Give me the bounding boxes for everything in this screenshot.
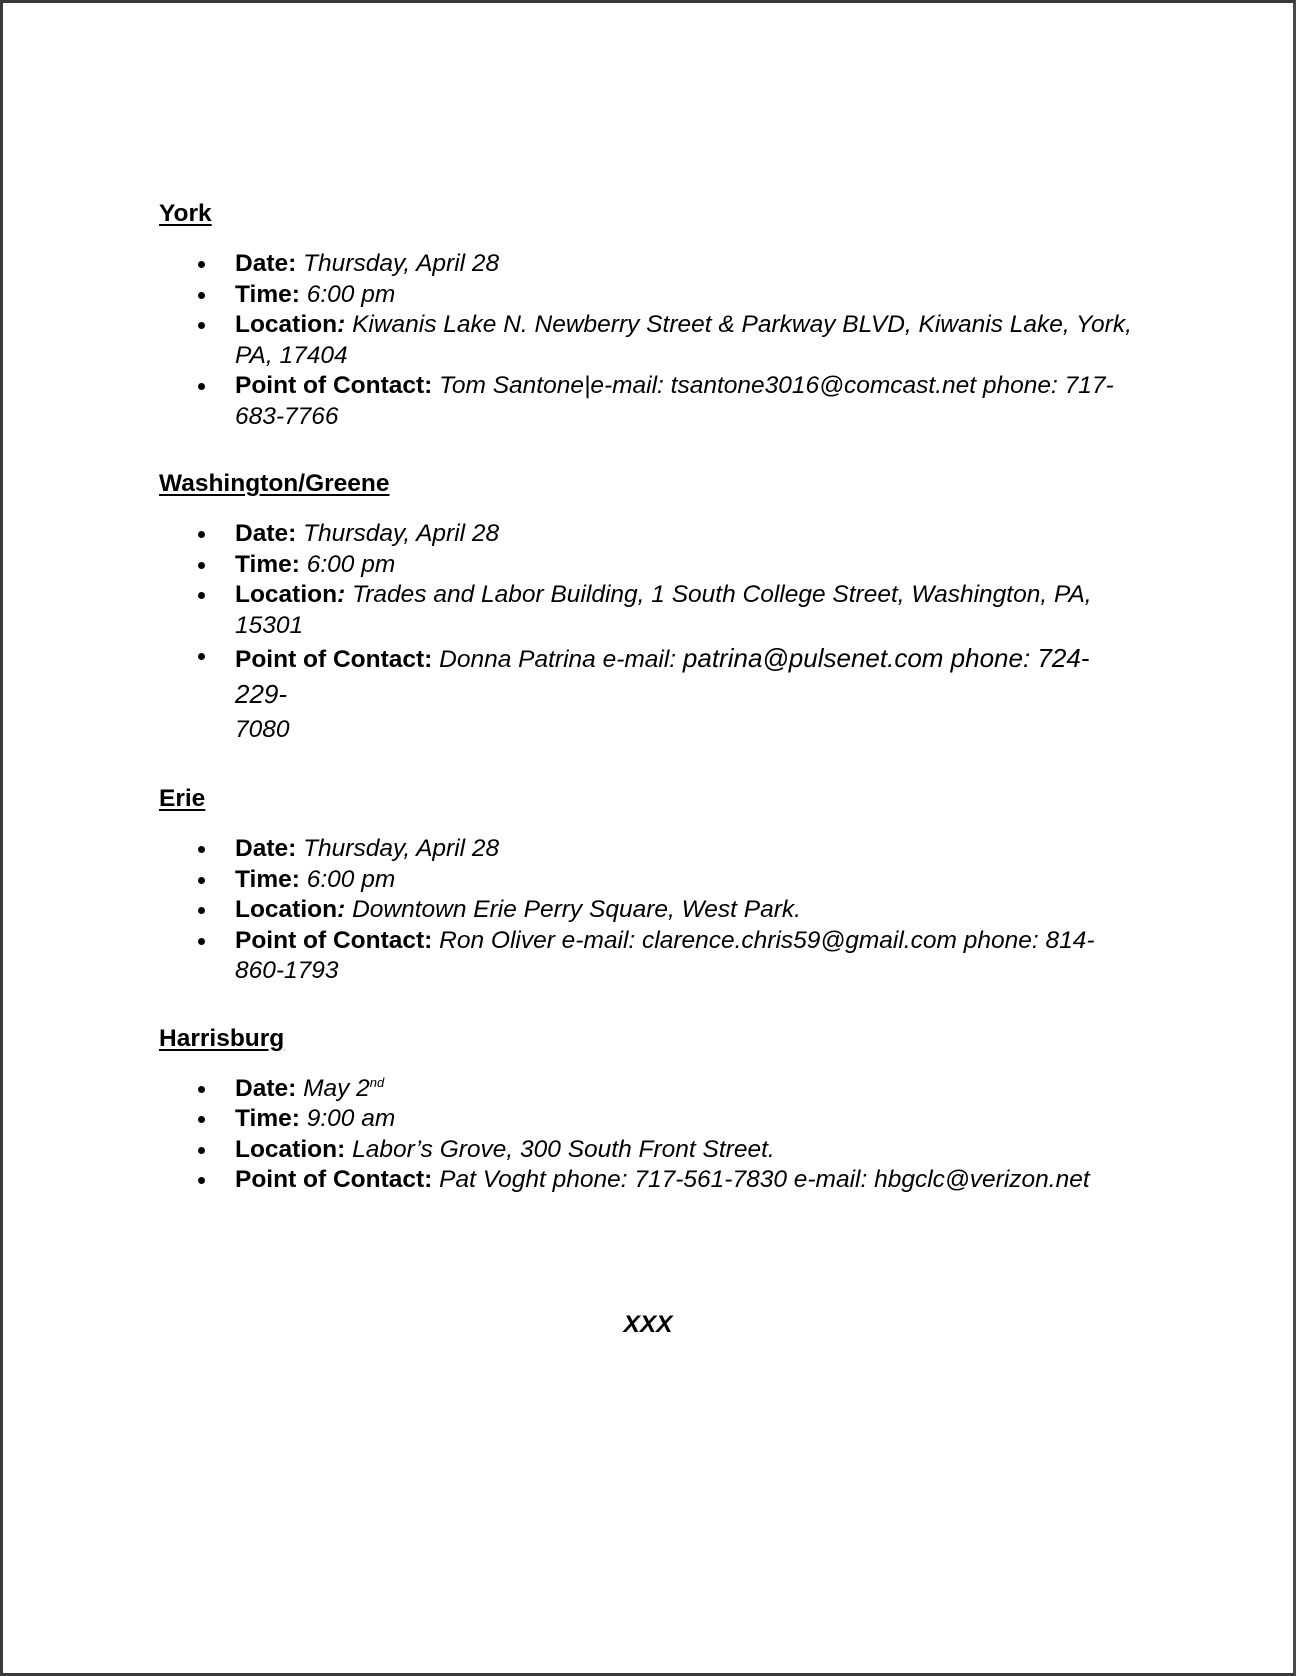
details-list [159, 249, 1139, 432]
date-value: May 2 [303, 1074, 370, 1102]
list-item-location [159, 1135, 1139, 1166]
list-item-contact [159, 641, 1139, 747]
date-label: Date: [235, 835, 297, 862]
time-value: 6:00 pm [306, 280, 396, 308]
list-item-contact [159, 1165, 1139, 1196]
date-value: Thursday, April 28 [303, 835, 500, 862]
date-ordinal-suffix: nd [369, 1074, 385, 1090]
contact-label: Point of Contact: [235, 1166, 433, 1193]
document-body [159, 199, 1139, 1233]
list-item-time [159, 1104, 1139, 1135]
time-label: Time: [235, 1105, 300, 1132]
section-title: York [159, 200, 212, 227]
section-harrisburg [159, 1024, 1139, 1196]
list-item-contact [159, 926, 1139, 987]
contact-label: Point of Contact: [235, 926, 433, 954]
time-label: Time: [235, 550, 300, 578]
date-label: Date: [235, 250, 297, 277]
date-value: Thursday, April 28 [303, 520, 500, 547]
list-item-contact [159, 371, 1139, 432]
list-item-location [159, 895, 1139, 926]
date-label: Date: [235, 520, 297, 547]
details-list [159, 519, 1139, 747]
list-item-date [159, 249, 1139, 280]
location-label: Location: [235, 1135, 346, 1163]
contact-name: Donna Patrina e-mail: [439, 646, 683, 673]
location-colon: : [337, 896, 346, 923]
contact-value: Tom Santone|e-mail: tsantone3016@comcast.net phone: 717-683-7766 [235, 372, 1114, 430]
location-label: Location [235, 581, 338, 608]
section-york [159, 199, 1139, 432]
list-item-time [159, 550, 1139, 581]
contact-label: Point of Contact: [235, 372, 433, 399]
end-mark: XXX [623, 1311, 673, 1338]
list-item-date [159, 834, 1139, 865]
location-value: Labor’s Grove, 300 South Front Street. [352, 1135, 775, 1163]
location-label: Location [235, 311, 338, 338]
time-value: 6:00 pm [306, 865, 396, 893]
list-item-time [159, 865, 1139, 896]
list-item-date [159, 519, 1139, 550]
list-item-location [159, 310, 1139, 371]
location-value: Trades and Labor Building, 1 South College Street, Washington, PA, 15301 [235, 581, 1092, 639]
contact-email: patrina@pulsenet.com phone: 724-229- [235, 643, 1090, 709]
contact-label: Point of Contact: [235, 646, 433, 673]
time-value: 6:00 pm [306, 550, 396, 578]
contact-value: Ron Oliver e-mail: clarence.chris59@gmail.com phone: 814-860-1793 [235, 926, 1095, 984]
location-colon: : [337, 311, 346, 338]
details-list [159, 834, 1139, 987]
section-title: Washington/Greene [159, 470, 390, 497]
location-colon: : [337, 581, 346, 608]
location-label: Location [235, 896, 338, 923]
list-item-location [159, 580, 1139, 641]
time-label: Time: [235, 865, 300, 893]
contact-value: Pat Voght phone: 717-561-7830 e-mail: hbgclc@verizon.net [439, 1166, 1090, 1193]
section-washington-greene [159, 469, 1139, 747]
time-value: 9:00 am [306, 1105, 396, 1132]
list-item-time [159, 280, 1139, 311]
contact-tail: 7080 [235, 716, 290, 743]
location-value: Downtown Erie Perry Square, West Park. [352, 896, 801, 923]
details-list [159, 1074, 1139, 1196]
date-label: Date: [235, 1074, 297, 1102]
date-value: Thursday, April 28 [303, 250, 500, 277]
list-item-date [159, 1074, 1139, 1105]
location-value: Kiwanis Lake N. Newberry Street & Parkway BLVD, Kiwanis Lake, York, PA, 17404 [235, 311, 1132, 369]
section-title: Erie [159, 785, 206, 812]
section-erie [159, 784, 1139, 987]
section-title: Harrisburg [159, 1024, 285, 1052]
time-label: Time: [235, 280, 300, 308]
